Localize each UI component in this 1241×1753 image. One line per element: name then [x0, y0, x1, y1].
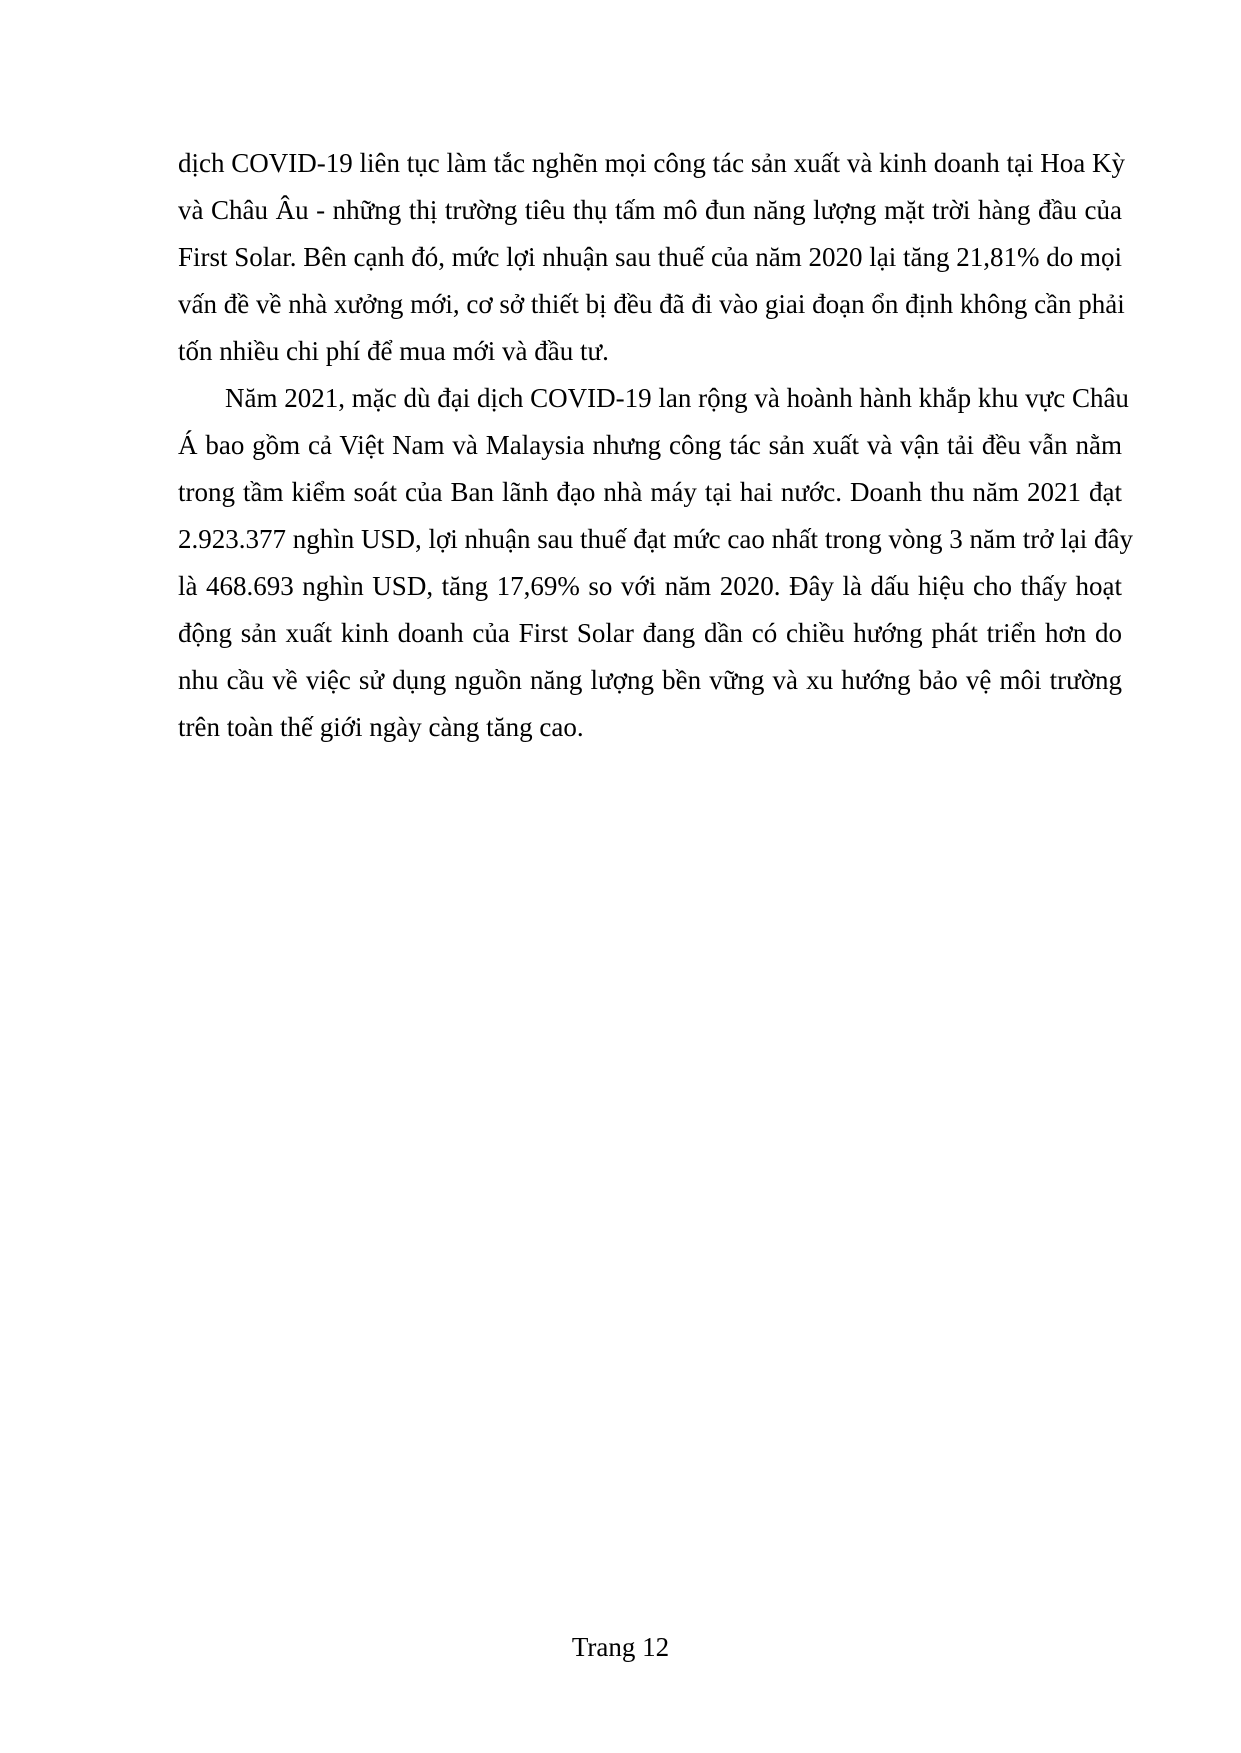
paragraph-line: động sản xuất kinh doanh của First Solar đang dần có chiều hướng phát triển hơn do [178, 618, 1122, 648]
paragraph-line: trong tầm kiểm soát của Ban lãnh đạo nhà máy tại hai nước. Doanh thu năm 2021 đạt [178, 477, 1122, 507]
body-text [178, 140, 1134, 751]
paragraph-line: First Solar. Bên cạnh đó, mức lợi nhuận sau thuế của năm 2020 lại tăng 21,81% do mọi [178, 242, 1122, 272]
paragraph-line: 2.923.377 nghìn USD, lợi nhuận sau thuế đạt mức cao nhất trong vòng 3 năm trở lại đây [178, 524, 1134, 554]
paragraph-line: Á bao gồm cả Việt Nam và Malaysia nhưng công tác sản xuất và vận tải đều vẫn nằm [178, 430, 1122, 460]
paragraph-line: trên toàn thế giới ngày càng tăng cao. [178, 712, 584, 742]
paragraph-2 [178, 375, 1134, 751]
paragraph-line: nhu cầu về việc sử dụng nguồn năng lượng bền vững và xu hướng bảo vệ môi trường [178, 665, 1122, 695]
paragraph-line: vấn đề về nhà xưởng mới, cơ sở thiết bị đều đã đi vào giai đoạn ổn định không cần phải [178, 289, 1125, 319]
paragraph-line: là 468.693 nghìn USD, tăng 17,69% so với năm 2020. Đây là dấu hiệu cho thấy hoạt [178, 571, 1122, 601]
paragraph-line: và Châu Âu - những thị trường tiêu thụ tấm mô đun năng lượng mặt trời hàng đầu của [178, 195, 1122, 225]
paragraph-line: dịch COVID-19 liên tục làm tắc nghẽn mọi công tác sản xuất và kinh doanh tại Hoa Kỳ [178, 148, 1126, 178]
paragraph-line: Năm 2021, mặc dù đại dịch COVID-19 lan rộng và hoành hành khắp khu vực Châu [225, 383, 1129, 413]
paragraph-line: tốn nhiều chi phí để mua mới và đầu tư. [178, 336, 609, 366]
paragraph-1 [178, 140, 1126, 375]
page-number: Trang 12 [571, 1632, 670, 1662]
